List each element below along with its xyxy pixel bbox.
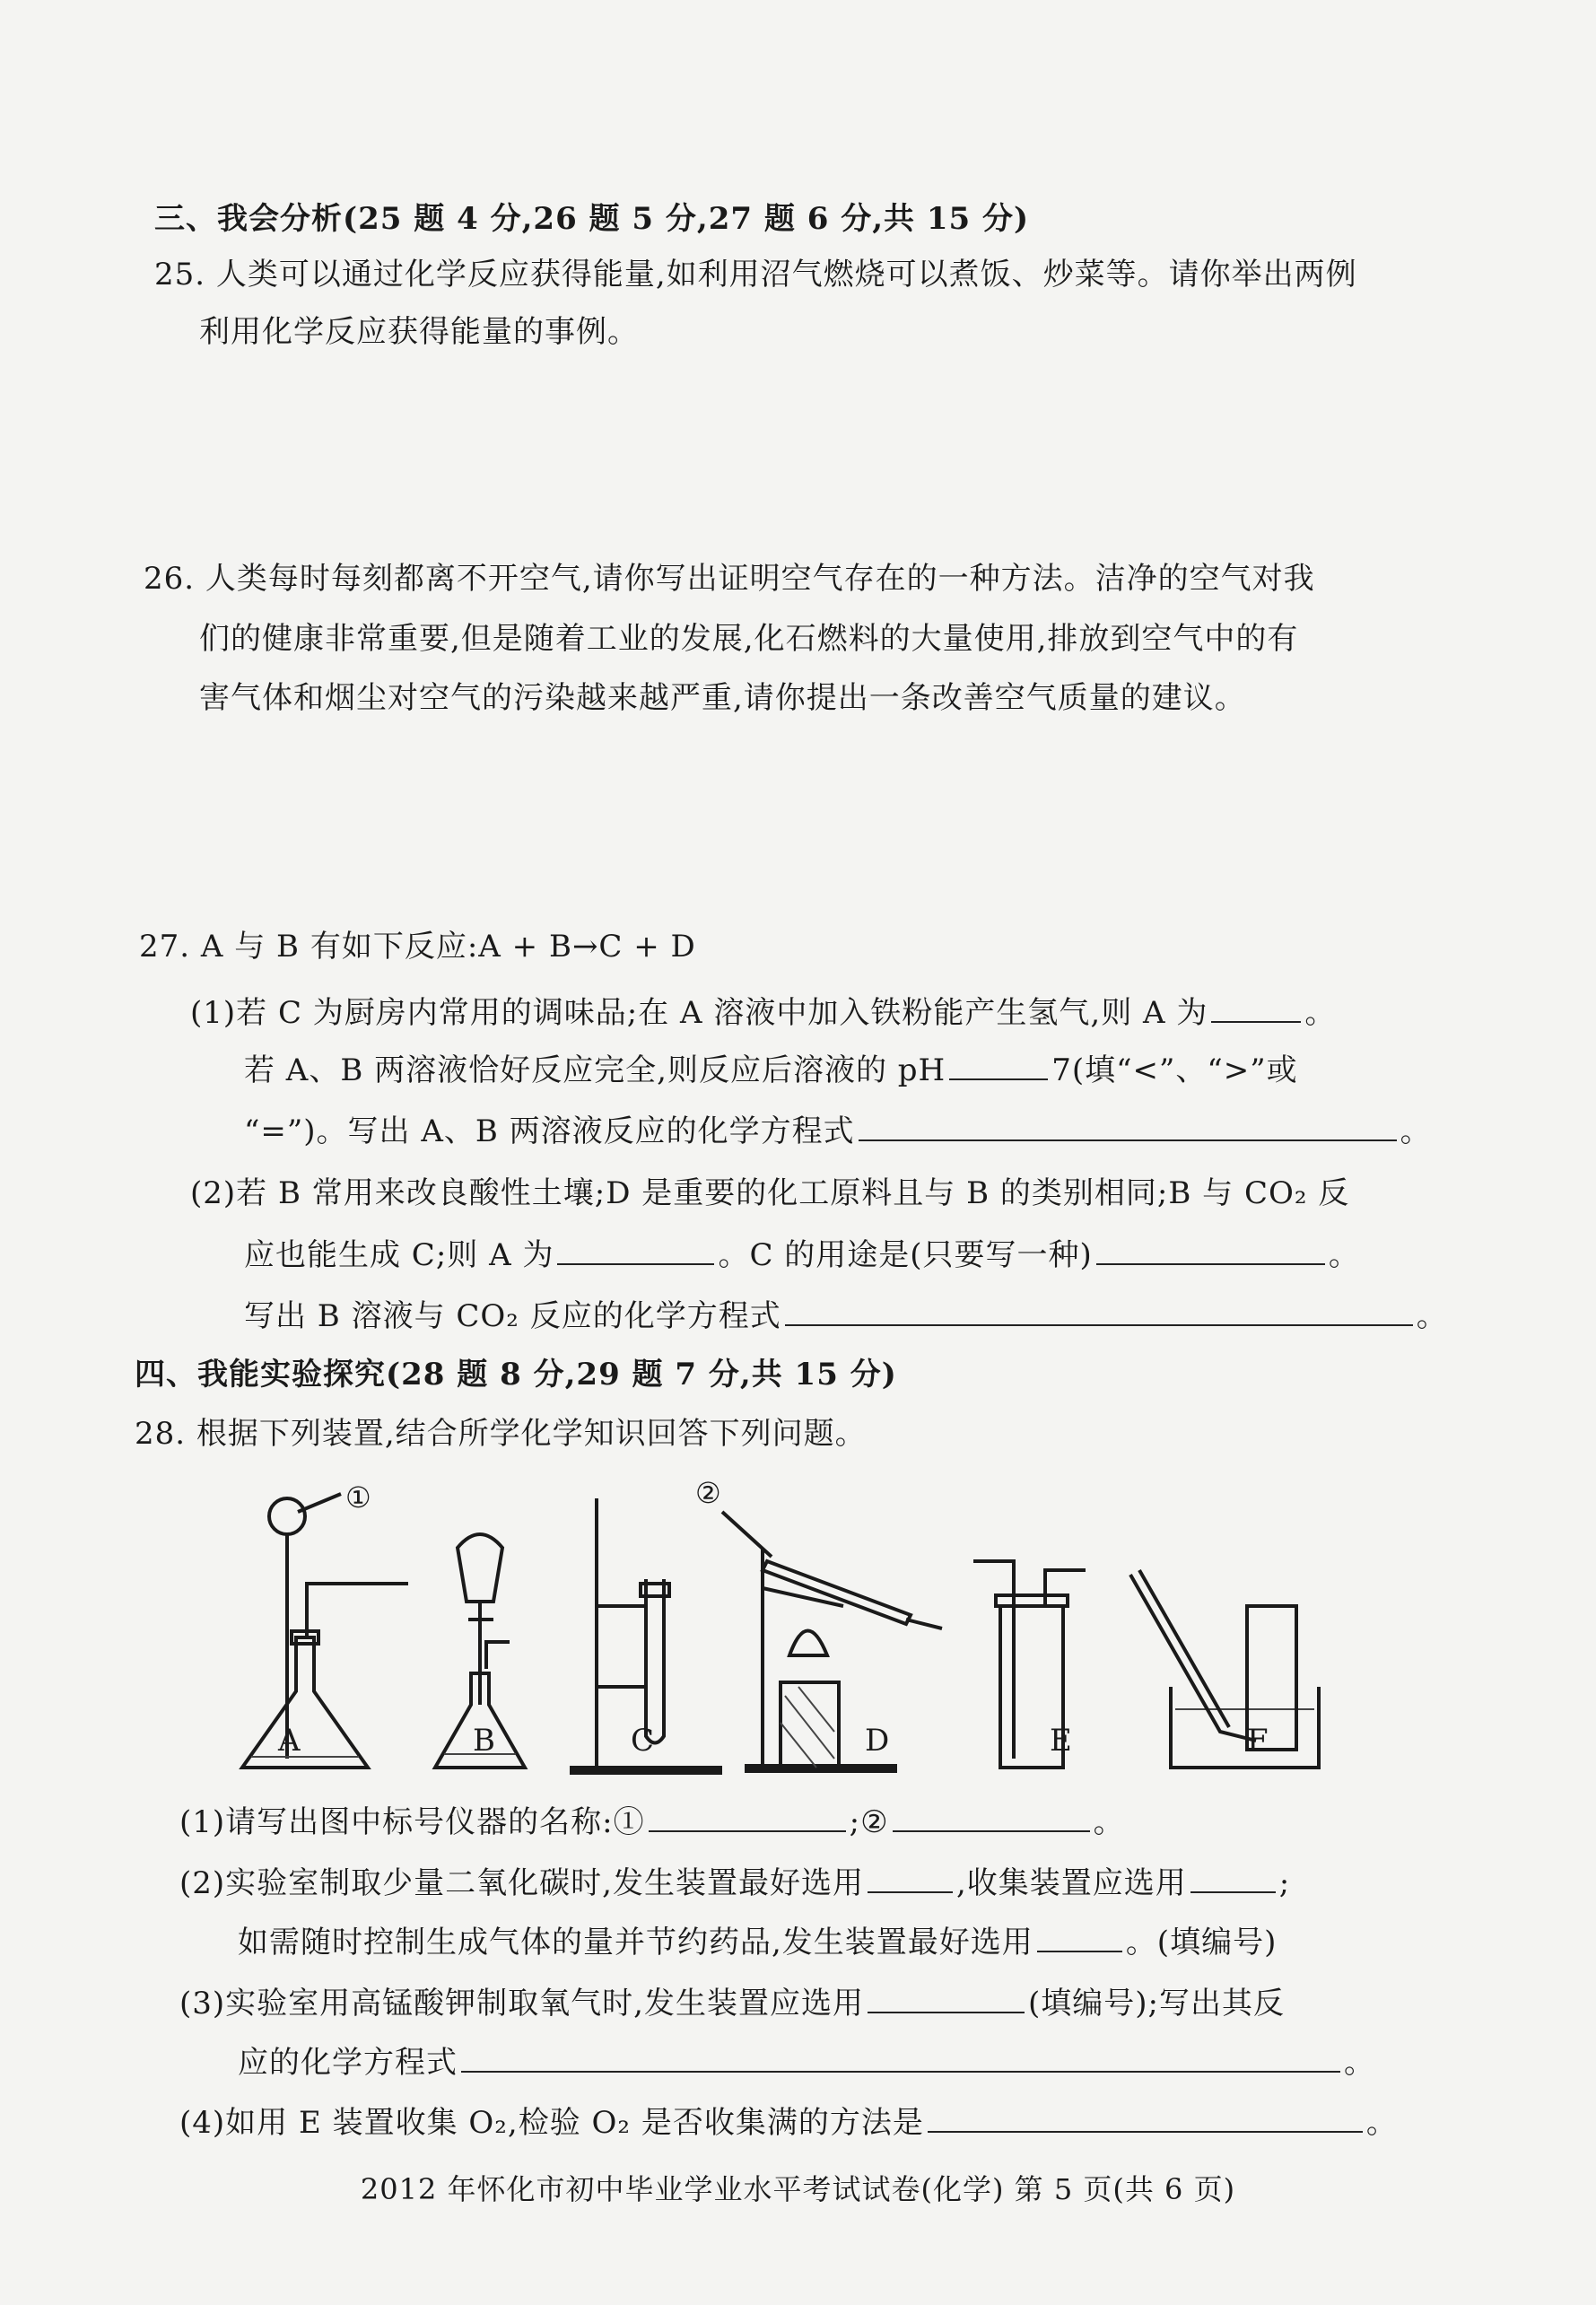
apparatus-d	[695, 1476, 942, 1773]
answer-blank[interactable]	[1037, 1924, 1122, 1952]
page-footer: 2012 年怀化市初中毕业学业水平考试试卷(化学) 第 5 页(共 6 页)	[360, 2172, 1236, 2206]
q27-part1-line1: (1)若 C 为厨房内常用的调味品;在 A 溶液中加入铁粉能产生氢气,则 A 为 。	[190, 995, 1337, 1031]
answer-blank[interactable]	[859, 1113, 1397, 1141]
q26-line2: 们的健康非常重要,但是随着工业的发展,化石燃料的大量使用,排放到空气中的有	[199, 621, 1299, 657]
label-e: E	[1050, 1723, 1072, 1759]
label-d: D	[865, 1723, 890, 1759]
q26-line3: 害气体和烟尘对空气的污染越来越严重,请你提出一条改善空气质量的建议。	[199, 680, 1246, 716]
apparatus-a	[242, 1480, 408, 1768]
answer-blank[interactable]	[649, 1803, 846, 1832]
answer-blank[interactable]	[868, 1864, 953, 1893]
q27-part1-line3: “=”)。写出 A、B 两溶液反应的化学方程式 。	[244, 1113, 1432, 1149]
section4-heading: 四、我能实验探究(28 题 8 分,29 题 7 分,共 15 分)	[135, 1357, 897, 1393]
label-f: F	[1247, 1723, 1269, 1759]
q26-line1: 26. 人类每时每刻都离不开空气,请你写出证明空气存在的一种方法。洁净的空气对我	[144, 561, 1315, 597]
answer-blank[interactable]	[868, 1985, 1025, 2013]
apparatus-f	[1130, 1570, 1319, 1768]
answer-blank[interactable]	[461, 2044, 1340, 2073]
section3-heading: 三、我会分析(25 题 4 分,26 题 5 分,27 题 6 分,共 15 分)	[154, 201, 1030, 237]
q28-part3-line2: 应的化学方程式 。	[238, 2045, 1375, 2081]
answer-blank[interactable]	[928, 2104, 1363, 2133]
q28-part2-line1: (2)实验室制取少量二氧化碳时,发生装置最好选用 ,收集装置应选用 ;	[179, 1865, 1291, 1901]
label-a: A	[278, 1723, 301, 1759]
answer-blank[interactable]	[1096, 1236, 1325, 1265]
answer-blank[interactable]	[1211, 994, 1301, 1023]
lab-equipment-diagram	[224, 1471, 1391, 1786]
q28-stem: 28. 根据下列装置,结合所学化学知识回答下列问题。	[135, 1416, 867, 1452]
q27-part2-line3: 写出 B 溶液与 CO₂ 反应的化学方程式 。	[244, 1298, 1448, 1334]
q25-line2: 利用化学反应获得能量的事例。	[199, 314, 639, 350]
q25-line1: 25. 人类可以通过化学反应获得能量,如利用沼气燃烧可以煮饭、炒菜等。请你举出两例	[154, 257, 1357, 292]
q27-part1-line2: 若 A、B 两溶液恰好反应完全,则反应后溶液的 pH 7(填“<”、“>”或	[244, 1052, 1298, 1088]
marker-2: ②	[695, 1476, 721, 1510]
label-b: B	[473, 1723, 495, 1759]
answer-blank[interactable]	[893, 1803, 1090, 1832]
answer-blank[interactable]	[557, 1236, 714, 1265]
q28-part3-line1: (3)实验室用高锰酸钾制取氧气时,发生装置应选用 (填编号);写出其反	[179, 1986, 1285, 2021]
q28-part1: (1)请写出图中标号仪器的名称:① ;② 。	[179, 1804, 1125, 1840]
q28-part4: (4)如用 E 装置收集 O₂,检验 O₂ 是否收集满的方法是 。	[179, 2105, 1398, 2141]
marker-1: ①	[345, 1480, 371, 1515]
answer-blank[interactable]	[1190, 1864, 1276, 1893]
answer-blank[interactable]	[949, 1052, 1048, 1080]
answer-blank[interactable]	[785, 1297, 1413, 1326]
label-c: C	[631, 1723, 655, 1759]
q27-part2-line1: (2)若 B 常用来改良酸性土壤;D 是重要的化工原料且与 B 的类别相同;B 与 CO₂ 反	[190, 1175, 1350, 1211]
q28-part2-line2: 如需随时控制生成气体的量并节约药品,发生装置最好选用 。(填编号)	[238, 1925, 1278, 1960]
q27-stem: 27. A 与 B 有如下反应:A + B→C + D	[139, 929, 696, 965]
q27-part2-line2: 应也能生成 C;则 A 为 。C 的用途是(只要写一种) 。	[244, 1237, 1360, 1273]
